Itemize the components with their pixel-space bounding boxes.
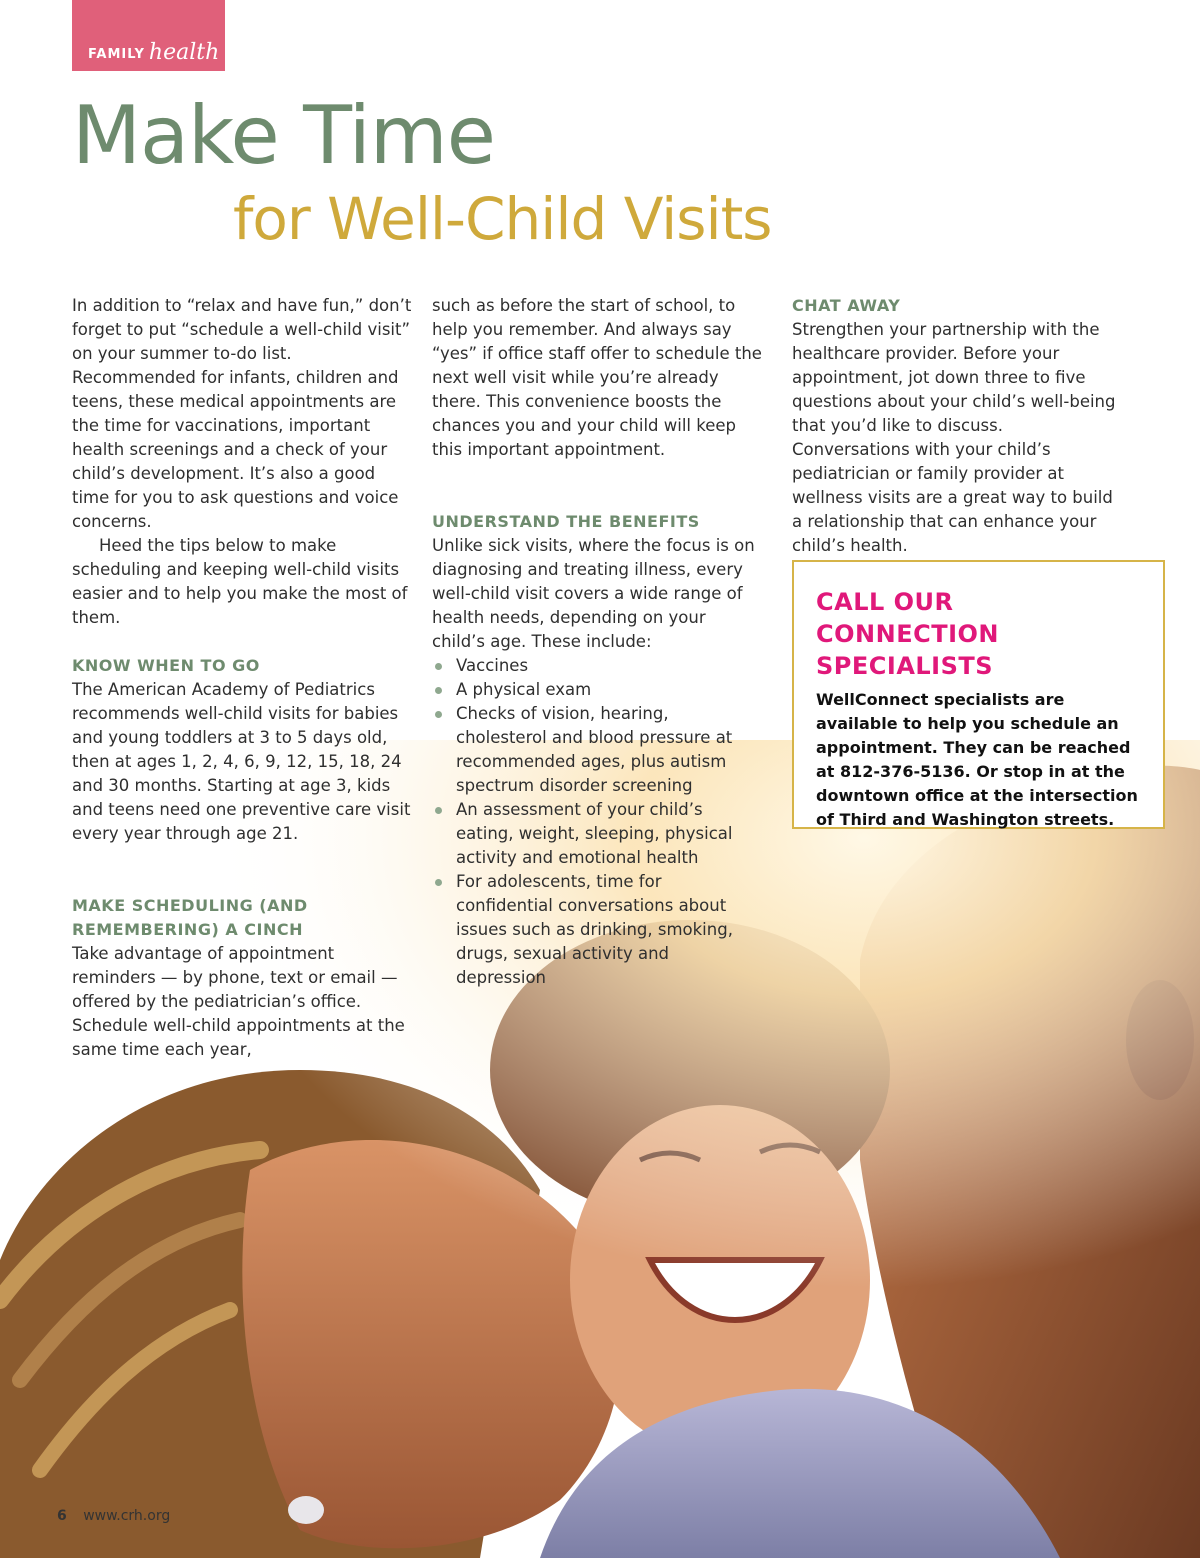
heading-know-when-to-go: KNOW WHEN TO GO <box>72 656 260 675</box>
intro-paragraph: In addition to “relax and have fun,” don’t forget to put “schedule a well-child visit” on your summer to-do list. Recommended for infants, children and teens, these medical appointments are the time for vaccinations, important health screenings and a check of your child’s development. It’s also a good time for you to ask questions and voice concerns. <box>72 296 412 531</box>
list-item: An assessment of your child’s eating, weight, sleeping, physical activity and emotional health <box>432 798 762 870</box>
chat-paragraph: Strengthen your partnership with the healthcare provider. Before your appointment, jot down three to five questions about your child’s well-being that you’d like to discuss. Conversations with your child’s pediatrician or family provider at wellness visits are a great way to build a relationship that can enhance your child’s health. <box>792 320 1116 555</box>
heading-understand-benefits: UNDERSTAND THE BENEFITS <box>432 512 700 531</box>
list-item: A physical exam <box>432 678 762 702</box>
list-item: Checks of vision, hearing, cholesterol and blood pressure at recommended ages, plus autism spectrum disorder screening <box>432 702 762 798</box>
column-3 <box>792 294 1122 558</box>
footer-url[interactable]: www.crh.org <box>83 1508 171 1524</box>
section-tab <box>72 0 225 71</box>
section-script: health <box>148 40 220 65</box>
page-subtitle: for Well-Child Visits <box>233 185 772 253</box>
list-item: For adolescents, time for confidential conversations about issues such as drinking, smoking, drugs, sexual activity and depression <box>432 870 762 990</box>
callout-body: WellConnect specialists are available to help you schedule an appointment. They can be reached at 812-376-5136. Or stop in at the downtown office at the intersection of Third and Washington streets. <box>816 690 1138 829</box>
intro-paragraph-2: Heed the tips below to make scheduling and keeping well-child visits easier and to help you make the most of them. <box>72 536 408 627</box>
benefits-list <box>432 654 762 990</box>
benefits-paragraph: Unlike sick visits, where the focus is on diagnosing and treating illness, every well-child visit covers a wide range of health needs, depending on your child’s age. These include: <box>432 536 755 651</box>
column-1 <box>72 294 412 1062</box>
list-item: Vaccines <box>432 654 762 678</box>
callout-title: CALL OUR CONNECTION SPECIALISTS <box>816 588 999 680</box>
section-kicker: FAMILY <box>88 47 145 62</box>
heading-chat-away: CHAT AWAY <box>792 296 901 315</box>
page-number: 6 <box>57 1508 67 1524</box>
scheduling-continued: such as before the start of school, to help you remember. And always say “yes” if office staff offer to schedule the next well visit while you’re already there. This convenience boosts the chances you and your child will keep this important appointment. <box>432 296 762 459</box>
column-2 <box>432 294 762 990</box>
heading-make-scheduling: MAKE SCHEDULING (AND REMEMBERING) A CINCH <box>72 896 308 939</box>
know-when-paragraph: The American Academy of Pediatrics recommends well-child visits for babies and young toddlers at 3 to 5 days old, then at ages 1, 2, 4, 6, 9, 12, 15, 18, 24 and 30 months. Starting at age 3, kids and teens need one preventive care visit every year through age 21. <box>72 680 411 843</box>
page-title: Make Time <box>72 89 495 182</box>
scheduling-paragraph: Take advantage of appointment reminders — by phone, text or email — offered by the pediatrician’s office. Schedule well-child appointments at the same time each year, <box>72 944 405 1059</box>
callout-box <box>792 560 1165 829</box>
page-footer <box>57 1508 170 1524</box>
